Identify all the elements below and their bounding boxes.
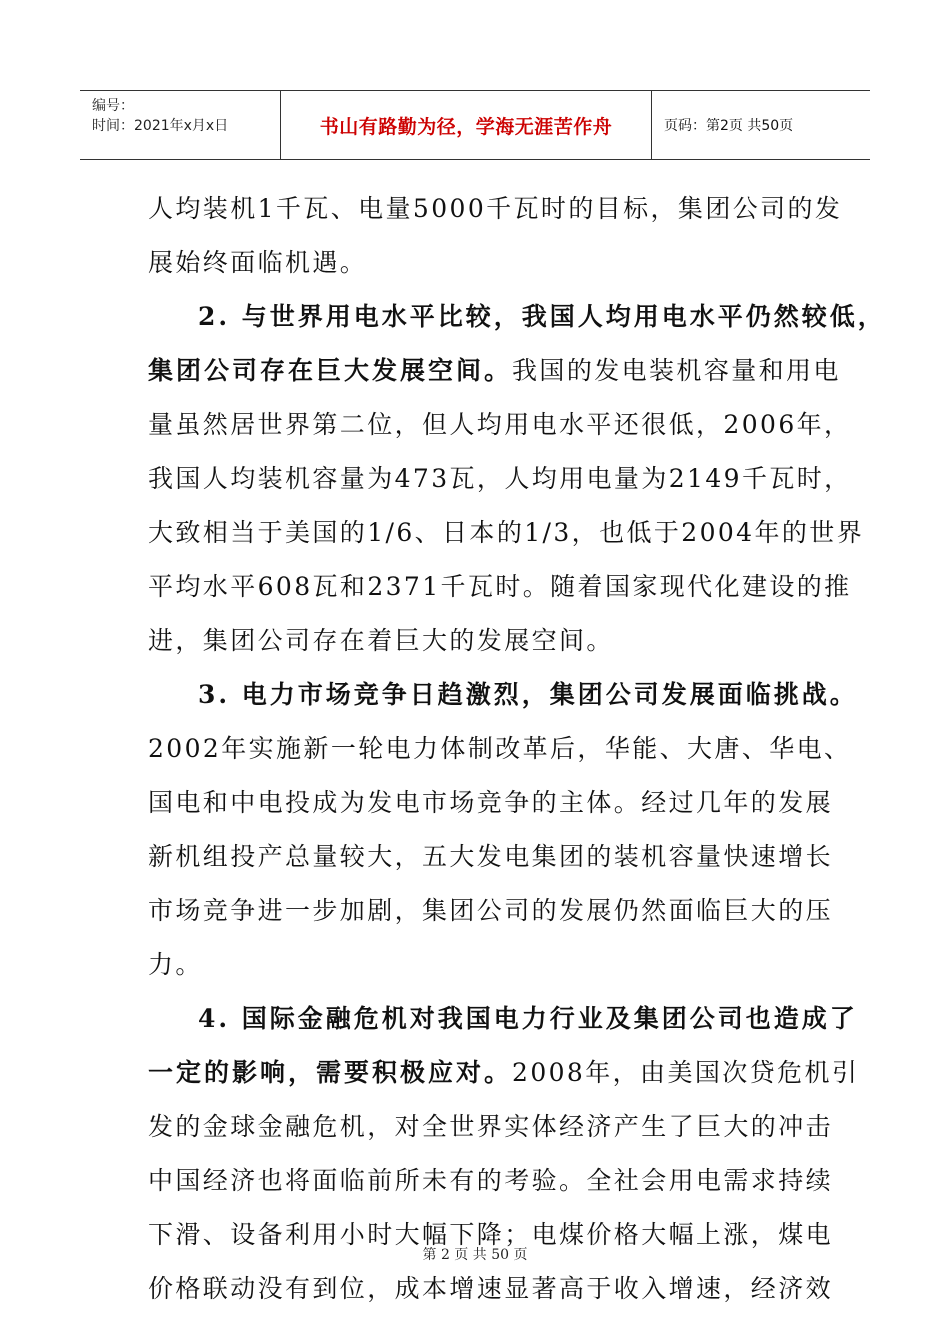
text-line: 发的金球金融危机，对全世界实体经济产生了巨大的冲击 — [148, 1112, 834, 1141]
header-motto-cell — [280, 91, 652, 159]
page-footer: 第 2 页 共 50 页 — [422, 1247, 528, 1263]
text-line: 中国经济也将面临前所未有的考验。全社会用电需求持续 — [148, 1166, 834, 1195]
text-line: 国电和中电投成为发电市场竞争的主体。经过几年的发展 — [148, 788, 834, 817]
text-line: 我国人均装机容量为473瓦，人均用电量为2149千瓦时， — [148, 464, 852, 493]
header-meta — [80, 91, 280, 159]
section-heading-tail: 一定的影响，需要积极应对。 — [148, 1058, 513, 1087]
text-line: 市场竞争进一步加剧，集团公司的发展仍然面临巨大的压 — [148, 896, 834, 925]
text-line: 2002年实施新一轮电力体制改革后，华能、大唐、华电、 — [148, 734, 852, 763]
text-line — [148, 1046, 860, 1100]
section-heading: 4. 国际金融危机对我国电力行业及集团公司也造成了 — [198, 1004, 858, 1033]
text-line — [148, 344, 841, 398]
text-span: 我国的发电装机容量和用电 — [512, 356, 841, 385]
text-line: 新机组投产总量较大，五大发电集团的装机容量快速增长 — [148, 842, 834, 871]
motto-text: 书山有路勤为径，学海无涯苦作舟 — [319, 115, 613, 138]
text-line: 下滑、设备利用小时大幅下降；电煤价格大幅上涨，煤电 — [148, 1220, 834, 1249]
text-line: 大致相当于美国的1/6、日本的1/3，也低于2004年的世界 — [148, 518, 865, 547]
text-line: 量虽然居世界第二位，但人均用电水平还很低，2006年， — [148, 410, 852, 439]
document-body — [148, 182, 886, 1316]
header-page-info: 页码：第2页 共50页 — [664, 118, 794, 134]
text-line: 人均装机1千瓦、电量5000千瓦时的目标，集团公司的发 — [148, 194, 843, 223]
section-heading: 3. 电力市场竞争日趋激烈，集团公司发展面临挑战。 — [198, 680, 858, 709]
document-number-label: 编号： — [92, 98, 134, 114]
page-header — [80, 90, 870, 160]
section-heading-tail: 集团公司存在巨大发展空间。 — [148, 356, 513, 385]
text-line: 力。 — [148, 950, 203, 979]
text-line: 价格联动没有到位，成本增速显著高于收入增速，经济效 — [148, 1274, 834, 1303]
text-line: 展始终面临机遇。 — [148, 248, 368, 277]
text-line: 平均水平608瓦和2371千瓦时。随着国家现代化建设的推 — [148, 572, 852, 601]
document-date-label: 时间：2021年x月x日 — [92, 118, 229, 134]
text-line: 进，集团公司存在着巨大的发展空间。 — [148, 626, 614, 655]
text-span: 2008年，由美国次贷危机引 — [512, 1058, 860, 1087]
section-heading: 2. 与世界用电水平比较，我国人均用电水平仍然较低， — [198, 302, 886, 331]
